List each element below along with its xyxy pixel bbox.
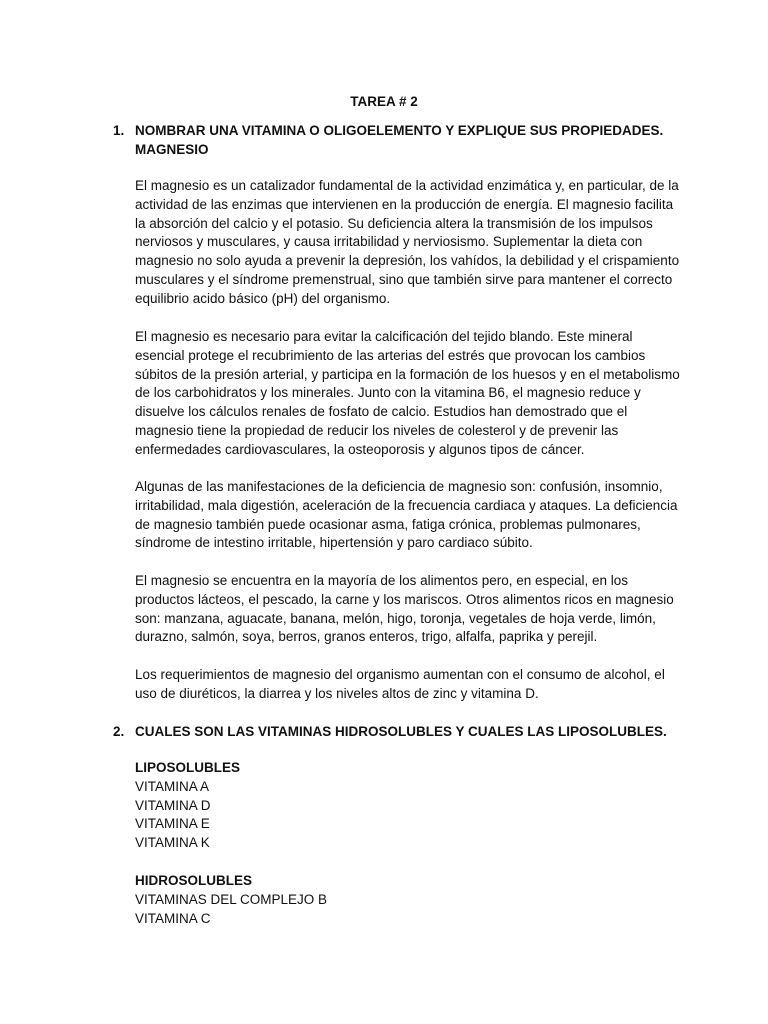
- hidrosolubles-list: [135, 872, 535, 928]
- hidrosolubles-heading: HIDROSOLUBLES: [135, 873, 253, 888]
- list-item: VITAMINAS DEL COMPLEJO B: [135, 891, 328, 907]
- paragraph-1: El magnesio es un catalizador fundamental de la actividad enzimática y, en particular, de la actividad de las enzimas que intervienen en la producción de energía. El magnesio facilita la absorción del calcio y el potasio. Su deficiencia altera la transmisión de los impulsos nerviosos y musculares, y causa irritabilidad y nerviosismo. Suplementar la dieta con magnesio no solo ayuda a prevenir la depresión, los vahídos, la debilidad y el crispamiento musculares y el síndrome premenstrual, sino que también sirve para mantener el correcto equilibrio acido básico (pH) del organismo.: [135, 178, 680, 306]
- question-2-text: CUALES SON LAS VITAMINAS HIDROSOLUBLES Y CUALES LAS LIPOSOLUBLES.: [135, 724, 667, 739]
- question-1-number: 1.: [113, 123, 125, 138]
- paragraph-5: Los requerimientos de magnesio del organismo aumentan con el consumo de alcohol, el uso de diuréticos, la diarrea y los niveles altos de zinc y vitamina D.: [135, 667, 665, 701]
- list-item: VITAMINA D: [135, 797, 211, 813]
- list-item: VITAMINA E: [135, 816, 210, 832]
- list-item: VITAMINA A: [135, 778, 210, 794]
- list-item: VITAMINA C: [135, 910, 211, 926]
- question-1-subheading: MAGNESIO: [135, 142, 209, 157]
- paragraph-3: Algunas de las manifestaciones de la deficiencia de magnesio son: confusión, insomnio, irritabilidad, mala digestión, aceleración de la frecuencia cardiaca y ataques. La deficiencia de magnesio también puede ocasionar asma, fatiga crónica, problemas pulmonares, síndrome de intestino irritable, hipertensión y paro cardiaco súbito.: [135, 479, 678, 551]
- question-2-number: 2.: [113, 724, 125, 739]
- list-item: VITAMINA K: [135, 835, 210, 851]
- paragraph-4: El magnesio se encuentra en la mayoría de los alimentos pero, en especial, en los productos lácteos, el pescado, la carne y los mariscos. Otros alimentos ricos en magnesio son: manzana, aguacate, banana, melón, higo, toronja, vegetales de hoja verde, limón, durazno, salmón, soya, berros, granos enteros, trigo, alfalfa, paprika y perejil.: [135, 573, 674, 645]
- document-title: TAREA # 2: [350, 94, 418, 109]
- question-1-text: NOMBRAR UNA VITAMINA O OLIGOELEMENTO Y EXPLIQUE SUS PROPIEDADES.: [135, 123, 664, 138]
- liposolubles-heading: LIPOSOLUBLES: [135, 760, 241, 775]
- paragraph-2: El magnesio es necesario para evitar la calcificación del tejido blando. Este mineral esencial protege el recubrimiento de las arterias del estrés que provocan los cambios súbitos de la presión arterial, y participa en la formación de los huesos y en el metabolismo de los carbohidratos y los minerales. Junto con la vitamina B6, el magnesio reduce y disuelve los cálculos renales de fosfato de calcio. Estudios han demostrado que el magnesio tiene la propiedad de reducir los niveles de colesterol y de prevenir las enfermedades cardiovasculares, la osteoporosis y algunos tipos de cáncer.: [135, 329, 680, 457]
- liposolubles-list: [135, 759, 535, 853]
